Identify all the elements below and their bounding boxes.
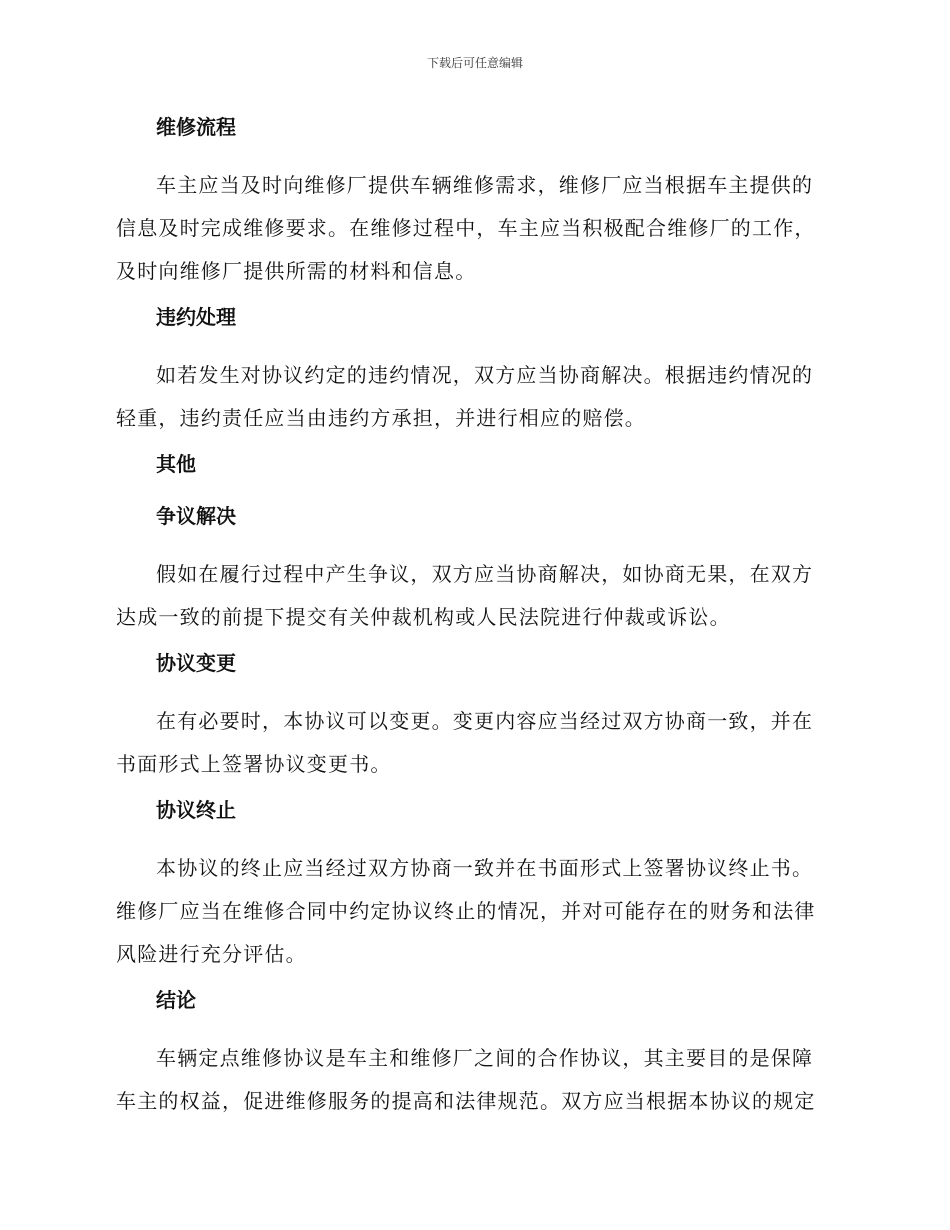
document-body [116, 112, 830, 1132]
section-heading-termination: 协议终止 [156, 798, 236, 822]
section-heading-other: 其他 [156, 452, 196, 476]
paragraph-line: 信息及时完成维修要求。在维修过程中，车主应当积极配合维修厂的工作， [116, 216, 816, 240]
section-paragraph-termination [116, 847, 830, 976]
paragraph-line: 风险进行充分评估。 [116, 942, 307, 966]
page-header: 下载后可任意编辑 [426, 56, 523, 70]
section-paragraph-repair-process [116, 164, 830, 293]
paragraph-line: 车主的权益，促进维修服务的提高和法律规范。双方应当根据本协议的规定 [116, 1089, 816, 1113]
paragraph-line: 维修厂应当在维修合同中约定协议终止的情况，并对可能存在的财务和法律 [116, 899, 816, 923]
section-paragraph-dispute [116, 553, 830, 639]
section-heading-amendment: 协议变更 [156, 651, 236, 675]
paragraph-line: 书面形式上签署协议变更书。 [116, 752, 392, 776]
section-heading-conclusion: 结论 [156, 988, 196, 1012]
section-paragraph-amendment [116, 700, 830, 786]
paragraph-line: 达成一致的前提下提交有关仲裁机构或人民法院进行仲裁或诉讼。 [116, 605, 731, 629]
paragraph-line: 车辆定点维修协议是车主和维修厂之间的合作协议，其主要目的是保障 [156, 1046, 814, 1070]
paragraph-line: 车主应当及时向维修厂提供车辆维修需求，维修厂应当根据车主提供的 [156, 173, 814, 197]
section-heading-breach: 违约处理 [156, 305, 236, 329]
section-paragraph-conclusion [116, 1037, 830, 1123]
paragraph-line: 本协议的终止应当经过双方协商一致并在书面形式上签署协议终止书。 [156, 856, 814, 880]
paragraph-line: 及时向维修厂提供所需的材料和信息。 [116, 259, 477, 283]
paragraph-line: 在有必要时，本协议可以变更。变更内容应当经过双方协商一致，并在 [156, 709, 814, 733]
paragraph-line: 轻重，违约责任应当由违约方承担，并进行相应的赔偿。 [116, 406, 646, 430]
paragraph-line: 如若发生对协议约定的违约情况，双方应当协商解决。根据违约情况的 [156, 363, 814, 387]
section-paragraph-breach [116, 354, 830, 440]
section-heading-dispute: 争议解决 [156, 504, 236, 528]
paragraph-line: 假如在履行过程中产生争议，双方应当协商解决，如协商无果，在双方 [156, 562, 814, 586]
section-heading-repair-process: 维修流程 [156, 115, 236, 139]
